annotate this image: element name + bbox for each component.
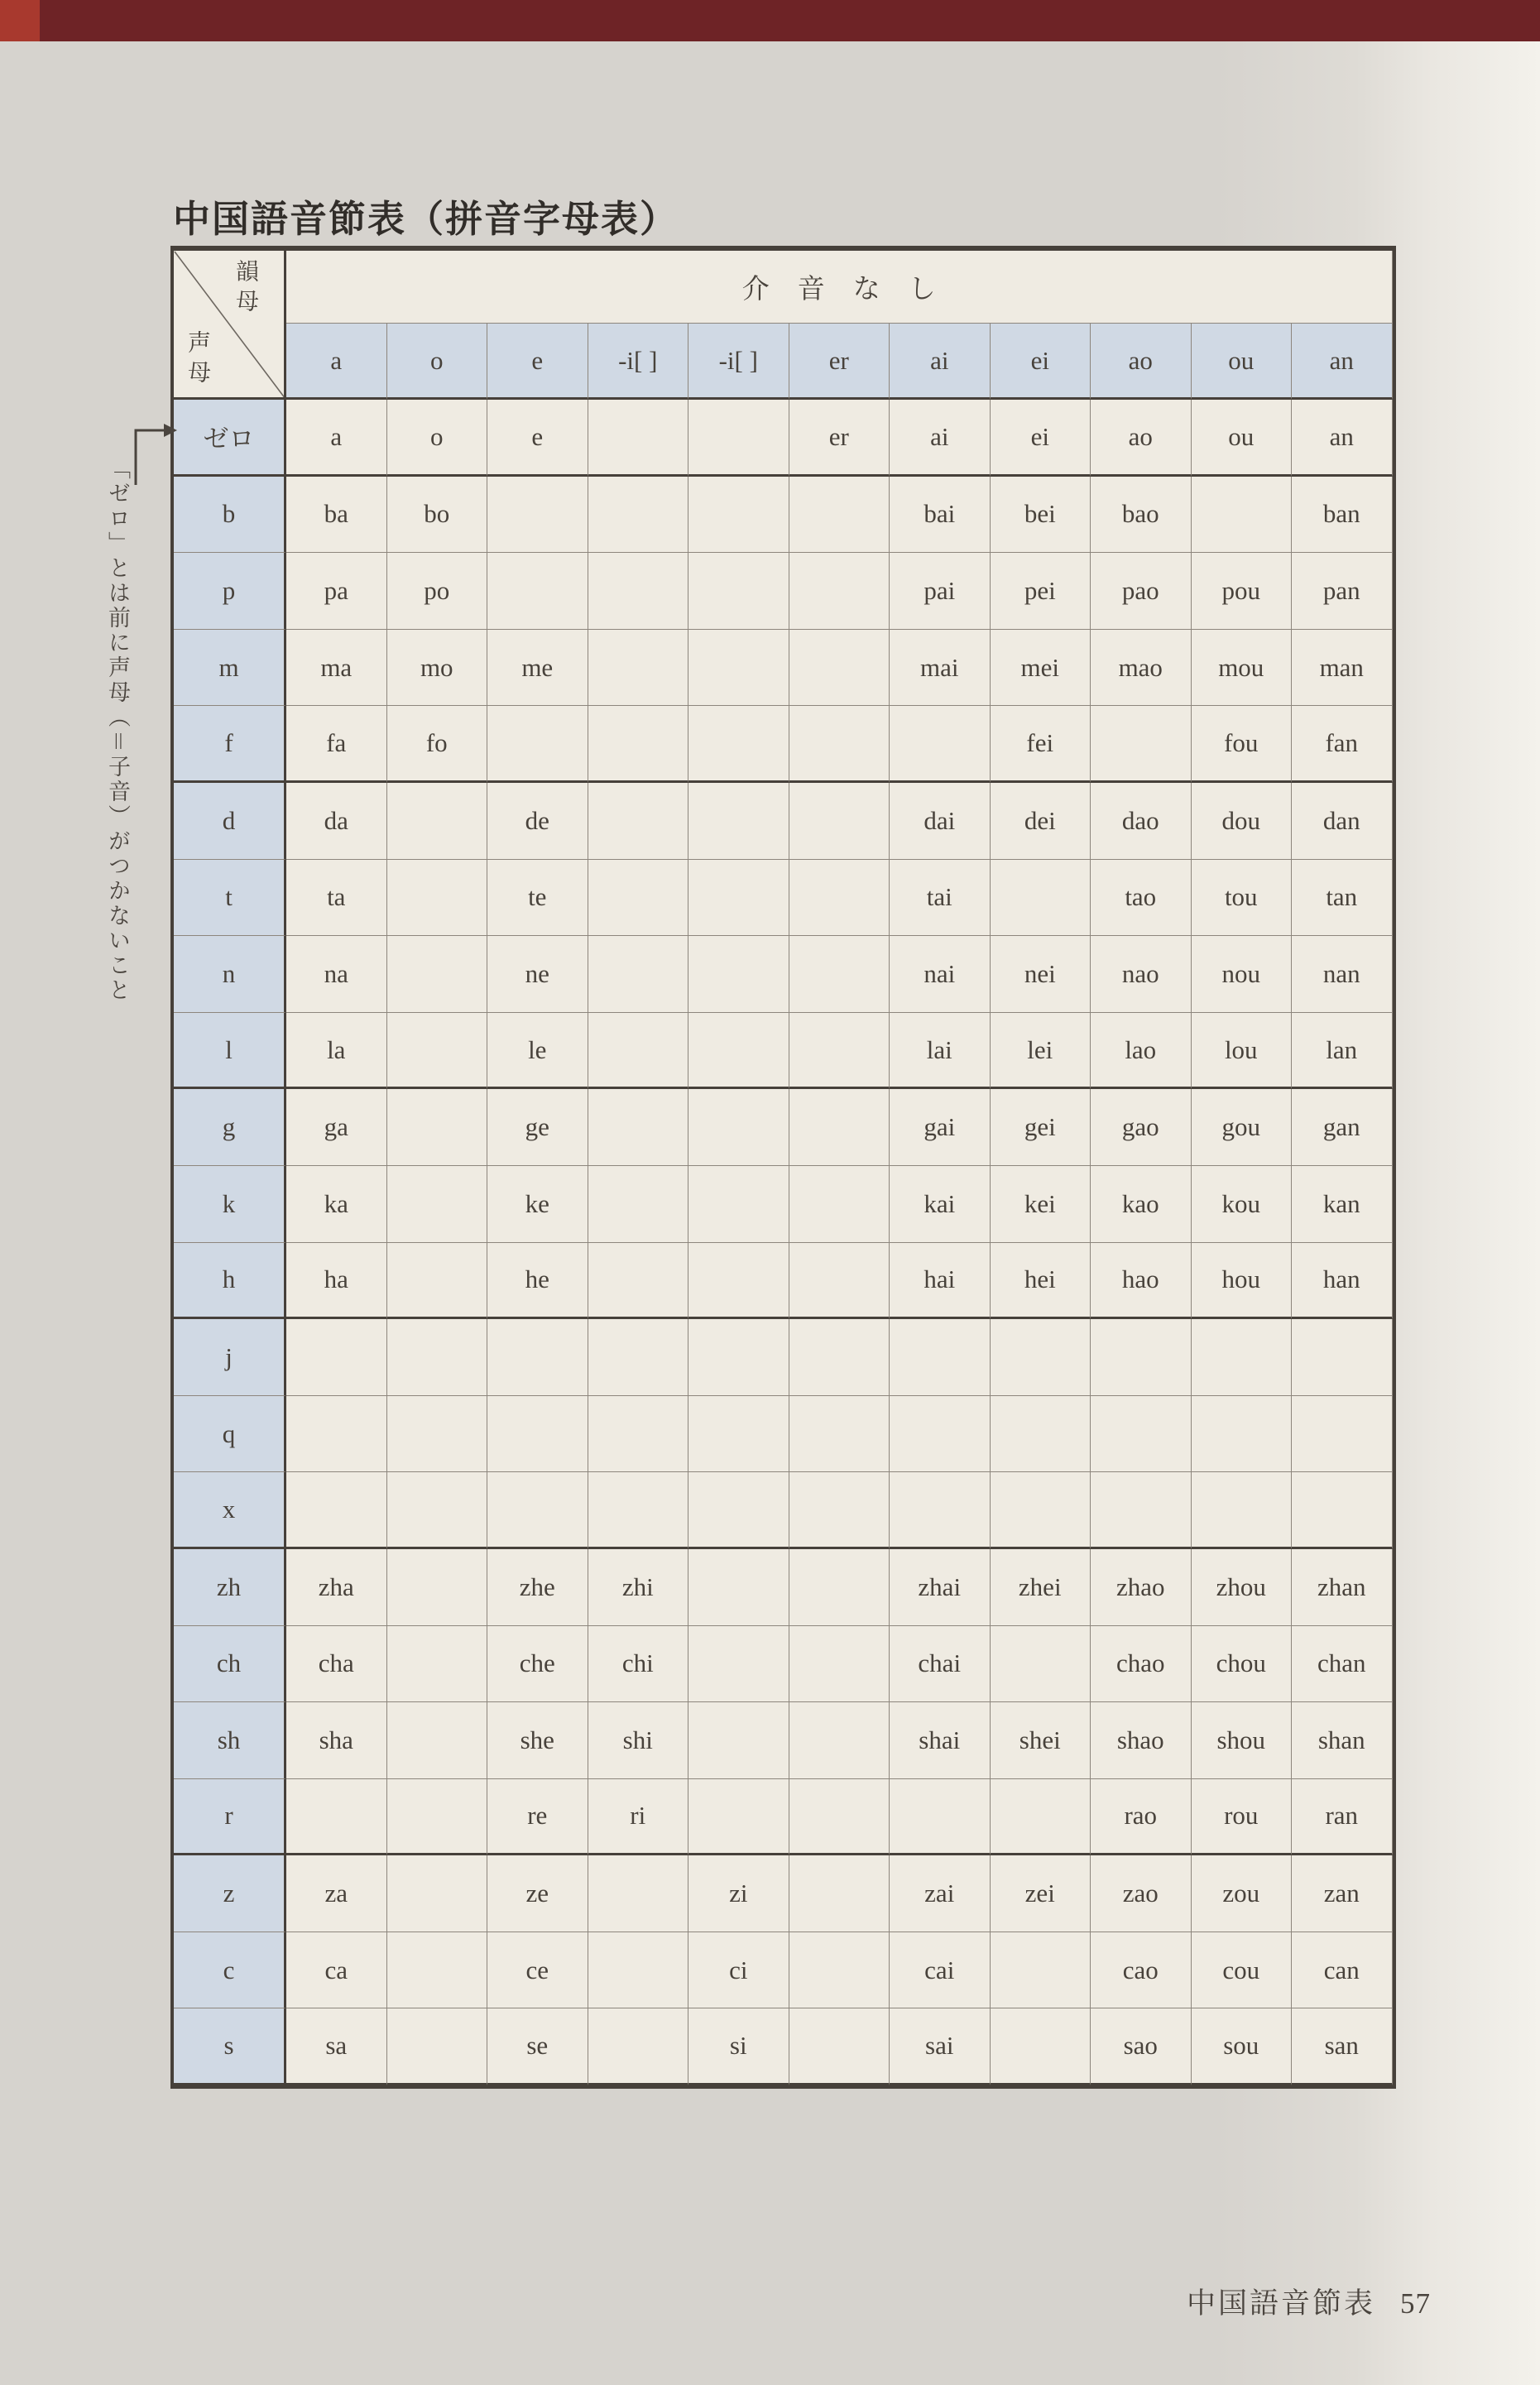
syllable-cell: can bbox=[1292, 1932, 1393, 2009]
empty-cell bbox=[387, 1396, 488, 1473]
empty-cell bbox=[688, 1166, 789, 1243]
syllable-cell: che bbox=[487, 1626, 588, 1703]
empty-cell bbox=[789, 1472, 890, 1549]
pinyin-syllable-table bbox=[170, 246, 1396, 2089]
empty-cell bbox=[688, 1013, 789, 1090]
empty-cell bbox=[890, 706, 991, 783]
empty-cell bbox=[387, 936, 488, 1013]
empty-cell bbox=[991, 1319, 1091, 1396]
initial-label-cell: q bbox=[174, 1396, 286, 1473]
initial-label-cell: ゼロ bbox=[174, 400, 286, 477]
syllable-cell: fei bbox=[991, 706, 1091, 783]
empty-cell bbox=[487, 1472, 588, 1549]
empty-cell bbox=[588, 1013, 689, 1090]
syllable-cell: nao bbox=[1091, 936, 1192, 1013]
corner-finals-label: 韻母 bbox=[233, 259, 258, 319]
empty-cell bbox=[991, 1779, 1091, 1856]
empty-cell bbox=[1292, 1472, 1393, 1549]
syllable-cell: gao bbox=[1091, 1089, 1192, 1166]
empty-cell bbox=[487, 706, 588, 783]
empty-cell bbox=[789, 630, 890, 707]
syllable-cell: lan bbox=[1292, 1013, 1393, 1090]
empty-cell bbox=[588, 1319, 689, 1396]
empty-cell bbox=[890, 1396, 991, 1473]
zero-row-pointer-arrow-icon bbox=[122, 414, 180, 488]
empty-cell bbox=[1292, 1396, 1393, 1473]
initial-label-cell: s bbox=[174, 2008, 286, 2085]
empty-cell bbox=[991, 2008, 1091, 2085]
syllable-cell: cao bbox=[1091, 1932, 1192, 2009]
syllable-cell: gou bbox=[1192, 1089, 1293, 1166]
initial-label-cell: l bbox=[174, 1013, 286, 1090]
syllable-cell: he bbox=[487, 1243, 588, 1320]
syllable-cell: mei bbox=[991, 630, 1091, 707]
top-edge-band bbox=[0, 0, 1540, 41]
footer-chapter-label: 中国語音節表 bbox=[1186, 2287, 1375, 2320]
empty-cell bbox=[387, 1779, 488, 1856]
empty-cell bbox=[487, 477, 588, 554]
initial-label-cell: r bbox=[174, 1779, 286, 1856]
initial-label-cell: g bbox=[174, 1089, 286, 1166]
syllable-cell: pao bbox=[1091, 553, 1192, 630]
final-header-cell: -i[ ] bbox=[588, 324, 689, 400]
empty-cell bbox=[387, 1166, 488, 1243]
syllable-cell: zha bbox=[286, 1549, 387, 1626]
empty-cell bbox=[588, 1166, 689, 1243]
syllable-cell: ha bbox=[286, 1243, 387, 1320]
syllable-cell: ou bbox=[1192, 400, 1293, 477]
empty-cell bbox=[387, 1089, 488, 1166]
syllable-cell: tao bbox=[1091, 860, 1192, 937]
empty-cell bbox=[688, 1319, 789, 1396]
syllable-cell: zao bbox=[1091, 1855, 1192, 1932]
initial-label-cell: p bbox=[174, 553, 286, 630]
empty-cell bbox=[487, 553, 588, 630]
empty-cell bbox=[1292, 1319, 1393, 1396]
empty-cell bbox=[387, 1932, 488, 2009]
syllable-cell: tou bbox=[1192, 860, 1293, 937]
empty-cell bbox=[1192, 1396, 1293, 1473]
syllable-cell: cai bbox=[890, 1932, 991, 2009]
syllable-cell: sa bbox=[286, 2008, 387, 2085]
syllable-cell: man bbox=[1292, 630, 1393, 707]
syllable-cell: er bbox=[789, 400, 890, 477]
syllable-cell: tan bbox=[1292, 860, 1393, 937]
syllable-cell: re bbox=[487, 1779, 588, 1856]
empty-cell bbox=[688, 1626, 789, 1703]
initial-label-cell: k bbox=[174, 1166, 286, 1243]
syllable-cell: sou bbox=[1192, 2008, 1293, 2085]
empty-cell bbox=[387, 783, 488, 860]
empty-cell bbox=[688, 1243, 789, 1320]
syllable-cell: ca bbox=[286, 1932, 387, 2009]
syllable-cell: sao bbox=[1091, 2008, 1192, 2085]
empty-cell bbox=[688, 630, 789, 707]
empty-cell bbox=[1091, 706, 1192, 783]
syllable-cell: de bbox=[487, 783, 588, 860]
syllable-cell: rou bbox=[1192, 1779, 1293, 1856]
empty-cell bbox=[487, 1319, 588, 1396]
syllable-cell: hou bbox=[1192, 1243, 1293, 1320]
syllable-cell: lao bbox=[1091, 1013, 1192, 1090]
empty-cell bbox=[789, 1319, 890, 1396]
syllable-cell: rao bbox=[1091, 1779, 1192, 1856]
initial-label-cell: n bbox=[174, 936, 286, 1013]
empty-cell bbox=[688, 1472, 789, 1549]
empty-cell bbox=[688, 936, 789, 1013]
syllable-cell: nei bbox=[991, 936, 1091, 1013]
footer-page-number: 57 bbox=[1400, 2287, 1431, 2320]
empty-cell bbox=[387, 860, 488, 937]
empty-cell bbox=[1091, 1472, 1192, 1549]
zero-definition-note: 「ゼロ」とは前に声母（＝子音）がつかないこと bbox=[105, 457, 131, 1003]
syllable-cell: gai bbox=[890, 1089, 991, 1166]
empty-cell bbox=[588, 860, 689, 937]
empty-cell bbox=[588, 630, 689, 707]
initial-label-cell: h bbox=[174, 1243, 286, 1320]
syllable-cell: hai bbox=[890, 1243, 991, 1320]
syllable-cell: mao bbox=[1091, 630, 1192, 707]
syllable-cell: ri bbox=[588, 1779, 689, 1856]
empty-cell bbox=[789, 1549, 890, 1626]
syllable-cell: fan bbox=[1292, 706, 1393, 783]
syllable-cell: chan bbox=[1292, 1626, 1393, 1703]
empty-cell bbox=[991, 1472, 1091, 1549]
top-edge-accent bbox=[0, 0, 40, 41]
final-header-cell: -i[ ] bbox=[688, 324, 789, 400]
syllable-cell: shi bbox=[588, 1702, 689, 1779]
initial-label-cell: b bbox=[174, 477, 286, 554]
syllable-cell: han bbox=[1292, 1243, 1393, 1320]
empty-cell bbox=[789, 783, 890, 860]
empty-cell bbox=[387, 1472, 488, 1549]
initial-label-cell: m bbox=[174, 630, 286, 707]
syllable-cell: te bbox=[487, 860, 588, 937]
syllable-cell: bao bbox=[1091, 477, 1192, 554]
initial-label-cell: j bbox=[174, 1319, 286, 1396]
syllable-cell: shou bbox=[1192, 1702, 1293, 1779]
syllable-cell: pan bbox=[1292, 553, 1393, 630]
empty-cell bbox=[1192, 477, 1293, 554]
empty-cell bbox=[789, 936, 890, 1013]
syllable-cell: zai bbox=[890, 1855, 991, 1932]
syllable-cell: fou bbox=[1192, 706, 1293, 783]
syllable-cell: kan bbox=[1292, 1166, 1393, 1243]
initial-label-cell: ch bbox=[174, 1626, 286, 1703]
syllable-cell: lei bbox=[991, 1013, 1091, 1090]
final-header-cell: a bbox=[286, 324, 387, 400]
empty-cell bbox=[688, 1702, 789, 1779]
empty-cell bbox=[387, 2008, 488, 2085]
final-header-cell: e bbox=[487, 324, 588, 400]
syllable-cell: zhai bbox=[890, 1549, 991, 1626]
final-header-cell: er bbox=[789, 324, 890, 400]
syllable-cell: ba bbox=[286, 477, 387, 554]
empty-cell bbox=[286, 1472, 387, 1549]
syllable-cell: hei bbox=[991, 1243, 1091, 1320]
empty-cell bbox=[387, 1013, 488, 1090]
empty-cell bbox=[588, 936, 689, 1013]
syllable-cell: sai bbox=[890, 2008, 991, 2085]
empty-cell bbox=[588, 1089, 689, 1166]
syllable-cell: pa bbox=[286, 553, 387, 630]
table-corner-cell bbox=[174, 251, 286, 400]
empty-cell bbox=[890, 1319, 991, 1396]
empty-cell bbox=[588, 1243, 689, 1320]
syllable-cell: lai bbox=[890, 1013, 991, 1090]
syllable-cell: zei bbox=[991, 1855, 1091, 1932]
empty-cell bbox=[286, 1319, 387, 1396]
syllable-cell: kei bbox=[991, 1166, 1091, 1243]
syllable-cell: chou bbox=[1192, 1626, 1293, 1703]
initial-label-cell: f bbox=[174, 706, 286, 783]
empty-cell bbox=[588, 1396, 689, 1473]
empty-cell bbox=[789, 1396, 890, 1473]
syllable-cell: zhao bbox=[1091, 1549, 1192, 1626]
empty-cell bbox=[688, 400, 789, 477]
syllable-cell: cou bbox=[1192, 1932, 1293, 2009]
syllable-cell: shan bbox=[1292, 1702, 1393, 1779]
syllable-cell: nan bbox=[1292, 936, 1393, 1013]
syllable-cell: mo bbox=[387, 630, 488, 707]
empty-cell bbox=[588, 2008, 689, 2085]
syllable-cell: se bbox=[487, 2008, 588, 2085]
syllable-cell: gei bbox=[991, 1089, 1091, 1166]
group-header-cell: 介音なし bbox=[286, 251, 1393, 324]
syllable-cell: zhan bbox=[1292, 1549, 1393, 1626]
syllable-cell: zhou bbox=[1192, 1549, 1293, 1626]
empty-cell bbox=[789, 860, 890, 937]
page-footer bbox=[1187, 2281, 1431, 2322]
final-header-cell: an bbox=[1292, 324, 1393, 400]
syllable-cell: sha bbox=[286, 1702, 387, 1779]
syllable-cell: gan bbox=[1292, 1089, 1393, 1166]
syllable-cell: si bbox=[688, 2008, 789, 2085]
empty-cell bbox=[588, 1932, 689, 2009]
syllable-cell: dan bbox=[1292, 783, 1393, 860]
syllable-cell: san bbox=[1292, 2008, 1393, 2085]
syllable-cell: a bbox=[286, 400, 387, 477]
empty-cell bbox=[588, 477, 689, 554]
syllable-cell: la bbox=[286, 1013, 387, 1090]
syllable-cell: ce bbox=[487, 1932, 588, 2009]
empty-cell bbox=[789, 706, 890, 783]
empty-cell bbox=[487, 1396, 588, 1473]
syllable-cell: zhei bbox=[991, 1549, 1091, 1626]
empty-cell bbox=[789, 1243, 890, 1320]
syllable-cell: bei bbox=[991, 477, 1091, 554]
syllable-cell: za bbox=[286, 1855, 387, 1932]
initial-label-cell: z bbox=[174, 1855, 286, 1932]
empty-cell bbox=[588, 400, 689, 477]
syllable-cell: chai bbox=[890, 1626, 991, 1703]
empty-cell bbox=[789, 1855, 890, 1932]
empty-cell bbox=[789, 1013, 890, 1090]
empty-cell bbox=[789, 1166, 890, 1243]
empty-cell bbox=[1091, 1396, 1192, 1473]
initial-label-cell: t bbox=[174, 860, 286, 937]
syllable-cell: me bbox=[487, 630, 588, 707]
syllable-cell: shei bbox=[991, 1702, 1091, 1779]
initial-label-cell: zh bbox=[174, 1549, 286, 1626]
syllable-cell: mai bbox=[890, 630, 991, 707]
syllable-cell: shao bbox=[1091, 1702, 1192, 1779]
empty-cell bbox=[688, 553, 789, 630]
syllable-cell: fo bbox=[387, 706, 488, 783]
empty-cell bbox=[890, 1472, 991, 1549]
syllable-cell: le bbox=[487, 1013, 588, 1090]
empty-cell bbox=[789, 477, 890, 554]
empty-cell bbox=[1091, 1319, 1192, 1396]
empty-cell bbox=[387, 1243, 488, 1320]
syllable-cell: chi bbox=[588, 1626, 689, 1703]
empty-cell bbox=[789, 1089, 890, 1166]
syllable-cell: dai bbox=[890, 783, 991, 860]
syllable-cell: e bbox=[487, 400, 588, 477]
empty-cell bbox=[789, 553, 890, 630]
empty-cell bbox=[688, 1089, 789, 1166]
syllable-cell: hao bbox=[1091, 1243, 1192, 1320]
syllable-cell: she bbox=[487, 1702, 588, 1779]
syllable-cell: ka bbox=[286, 1166, 387, 1243]
syllable-cell: ge bbox=[487, 1089, 588, 1166]
empty-cell bbox=[387, 1319, 488, 1396]
syllable-cell: dei bbox=[991, 783, 1091, 860]
syllable-cell: bo bbox=[387, 477, 488, 554]
syllable-cell: ao bbox=[1091, 400, 1192, 477]
syllable-cell: nou bbox=[1192, 936, 1293, 1013]
syllable-cell: kai bbox=[890, 1166, 991, 1243]
empty-cell bbox=[991, 860, 1091, 937]
syllable-cell: kou bbox=[1192, 1166, 1293, 1243]
final-header-cell: ei bbox=[991, 324, 1091, 400]
empty-cell bbox=[1192, 1319, 1293, 1396]
empty-cell bbox=[588, 553, 689, 630]
empty-cell bbox=[688, 860, 789, 937]
final-header-cell: o bbox=[387, 324, 488, 400]
initial-label-cell: sh bbox=[174, 1702, 286, 1779]
syllable-cell: dou bbox=[1192, 783, 1293, 860]
empty-cell bbox=[688, 706, 789, 783]
syllable-cell: ta bbox=[286, 860, 387, 937]
syllable-cell: mou bbox=[1192, 630, 1293, 707]
syllable-cell: shai bbox=[890, 1702, 991, 1779]
syllable-cell: chao bbox=[1091, 1626, 1192, 1703]
syllable-cell: zhi bbox=[588, 1549, 689, 1626]
empty-cell bbox=[890, 1779, 991, 1856]
empty-cell bbox=[688, 783, 789, 860]
empty-cell bbox=[588, 1855, 689, 1932]
syllable-cell: ma bbox=[286, 630, 387, 707]
syllable-cell: ne bbox=[487, 936, 588, 1013]
empty-cell bbox=[688, 1779, 789, 1856]
syllable-cell: pai bbox=[890, 553, 991, 630]
syllable-cell: o bbox=[387, 400, 488, 477]
empty-cell bbox=[286, 1396, 387, 1473]
empty-cell bbox=[991, 1396, 1091, 1473]
empty-cell bbox=[387, 1549, 488, 1626]
initial-label-cell: x bbox=[174, 1472, 286, 1549]
syllable-cell: ze bbox=[487, 1855, 588, 1932]
empty-cell bbox=[688, 477, 789, 554]
empty-cell bbox=[588, 783, 689, 860]
syllable-cell: ban bbox=[1292, 477, 1393, 554]
syllable-cell: pei bbox=[991, 553, 1091, 630]
initial-label-cell: d bbox=[174, 783, 286, 860]
empty-cell bbox=[688, 1549, 789, 1626]
final-header-cell: ou bbox=[1192, 324, 1293, 400]
empty-cell bbox=[789, 1932, 890, 2009]
final-header-cell: ai bbox=[890, 324, 991, 400]
syllable-cell: kao bbox=[1091, 1166, 1192, 1243]
syllable-cell: zhe bbox=[487, 1549, 588, 1626]
syllable-cell: an bbox=[1292, 400, 1393, 477]
empty-cell bbox=[789, 1702, 890, 1779]
corner-initials-label: 声母 bbox=[185, 330, 210, 390]
empty-cell bbox=[789, 2008, 890, 2085]
syllable-cell: ke bbox=[487, 1166, 588, 1243]
syllable-cell: zi bbox=[688, 1855, 789, 1932]
syllable-cell: da bbox=[286, 783, 387, 860]
syllable-cell: ci bbox=[688, 1932, 789, 2009]
page-title: 中国語音節表（拼音字母表） bbox=[173, 198, 679, 240]
empty-cell bbox=[789, 1626, 890, 1703]
syllable-cell: nai bbox=[890, 936, 991, 1013]
initial-label-cell: c bbox=[174, 1932, 286, 2009]
empty-cell bbox=[991, 1626, 1091, 1703]
empty-cell bbox=[789, 1779, 890, 1856]
empty-cell bbox=[1192, 1472, 1293, 1549]
syllable-cell: cha bbox=[286, 1626, 387, 1703]
syllable-cell: fa bbox=[286, 706, 387, 783]
syllable-cell: pou bbox=[1192, 553, 1293, 630]
syllable-cell: ga bbox=[286, 1089, 387, 1166]
empty-cell bbox=[588, 706, 689, 783]
final-header-cell: ao bbox=[1091, 324, 1192, 400]
syllable-cell: zan bbox=[1292, 1855, 1393, 1932]
empty-cell bbox=[588, 1472, 689, 1549]
syllable-cell: po bbox=[387, 553, 488, 630]
syllable-cell: tai bbox=[890, 860, 991, 937]
syllable-cell: bai bbox=[890, 477, 991, 554]
syllable-cell: ai bbox=[890, 400, 991, 477]
syllable-cell: dao bbox=[1091, 783, 1192, 860]
empty-cell bbox=[688, 1396, 789, 1473]
syllable-cell: ei bbox=[991, 400, 1091, 477]
syllable-cell: lou bbox=[1192, 1013, 1293, 1090]
syllable-cell: na bbox=[286, 936, 387, 1013]
syllable-cell: zou bbox=[1192, 1855, 1293, 1932]
empty-cell bbox=[387, 1626, 488, 1703]
empty-cell bbox=[387, 1702, 488, 1779]
empty-cell bbox=[991, 1932, 1091, 2009]
empty-cell bbox=[286, 1779, 387, 1856]
empty-cell bbox=[387, 1855, 488, 1932]
syllable-cell: ran bbox=[1292, 1779, 1393, 1856]
